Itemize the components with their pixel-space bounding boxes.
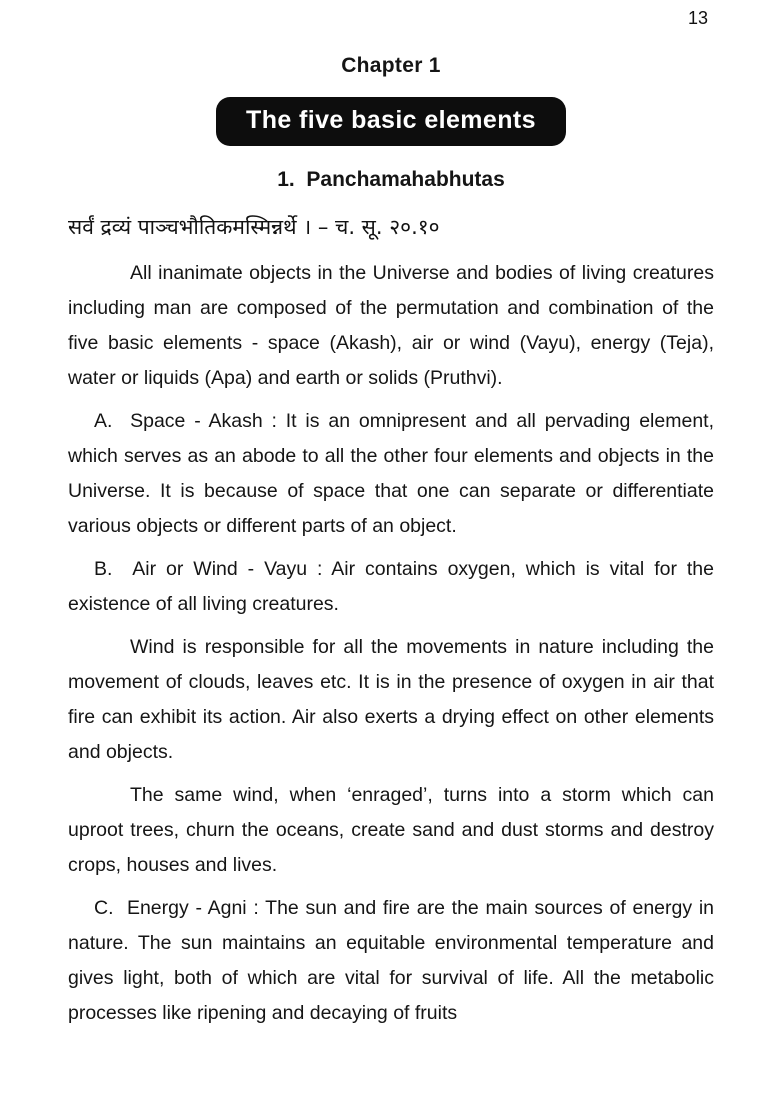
paragraph-wind-storm: The same wind, when ‘enraged’, turns into a storm which can uproot trees, churn the oceans, create sand and dust storms and destroy crops, houses and lives. — [68, 784, 714, 876]
sanskrit-quote: सर्वं द्रव्यं पाञ्चभौतिकमस्मिन्नर्थे । – च. सू. २०.१० — [68, 215, 440, 239]
paragraph-space-akash: A. Space - Akash : It is an omnipresent and all pervading element, which serves as an abode to all the other four elements and objects in the Universe. It is because of space that one can separate or differentiate various objects or different parts of an object. — [68, 410, 714, 537]
paragraph-intro: All inanimate objects in the Universe and bodies of living creatures including man are composed of the permutation and combination of the five basic elements - space (Akash), air or wind (Vayu), energy (Teja), water or liquids (Apa) and earth or solids (Pruthvi). — [68, 262, 714, 389]
chapter-title: Chapter 1 — [341, 54, 441, 77]
section-heading: 1. Panchamahabhutas — [277, 168, 505, 191]
paragraph-wind-movements: Wind is responsible for all the movements in nature including the movement of clouds, leaves etc. It is in the presence of oxygen in air that fire can exhibit its action. Air also exerts a drying effect on other elements and objects. — [68, 636, 714, 763]
chapter-banner: The five basic elements — [216, 97, 566, 146]
page-number: 13 — [687, 8, 708, 28]
paragraph-air-vayu: B. Air or Wind - Vayu : Air contains oxygen, which is vital for the existence of all living creatures. — [68, 558, 714, 615]
paragraph-energy-agni: C. Energy - Agni : The sun and fire are the main sources of energy in nature. The sun maintains an equitable environmental temperature and gives light, both of which are vital for survival of life. All the metabolic processes like ripening and decaying of fruits — [68, 897, 714, 1024]
chapter-banner-wrap — [68, 97, 714, 146]
